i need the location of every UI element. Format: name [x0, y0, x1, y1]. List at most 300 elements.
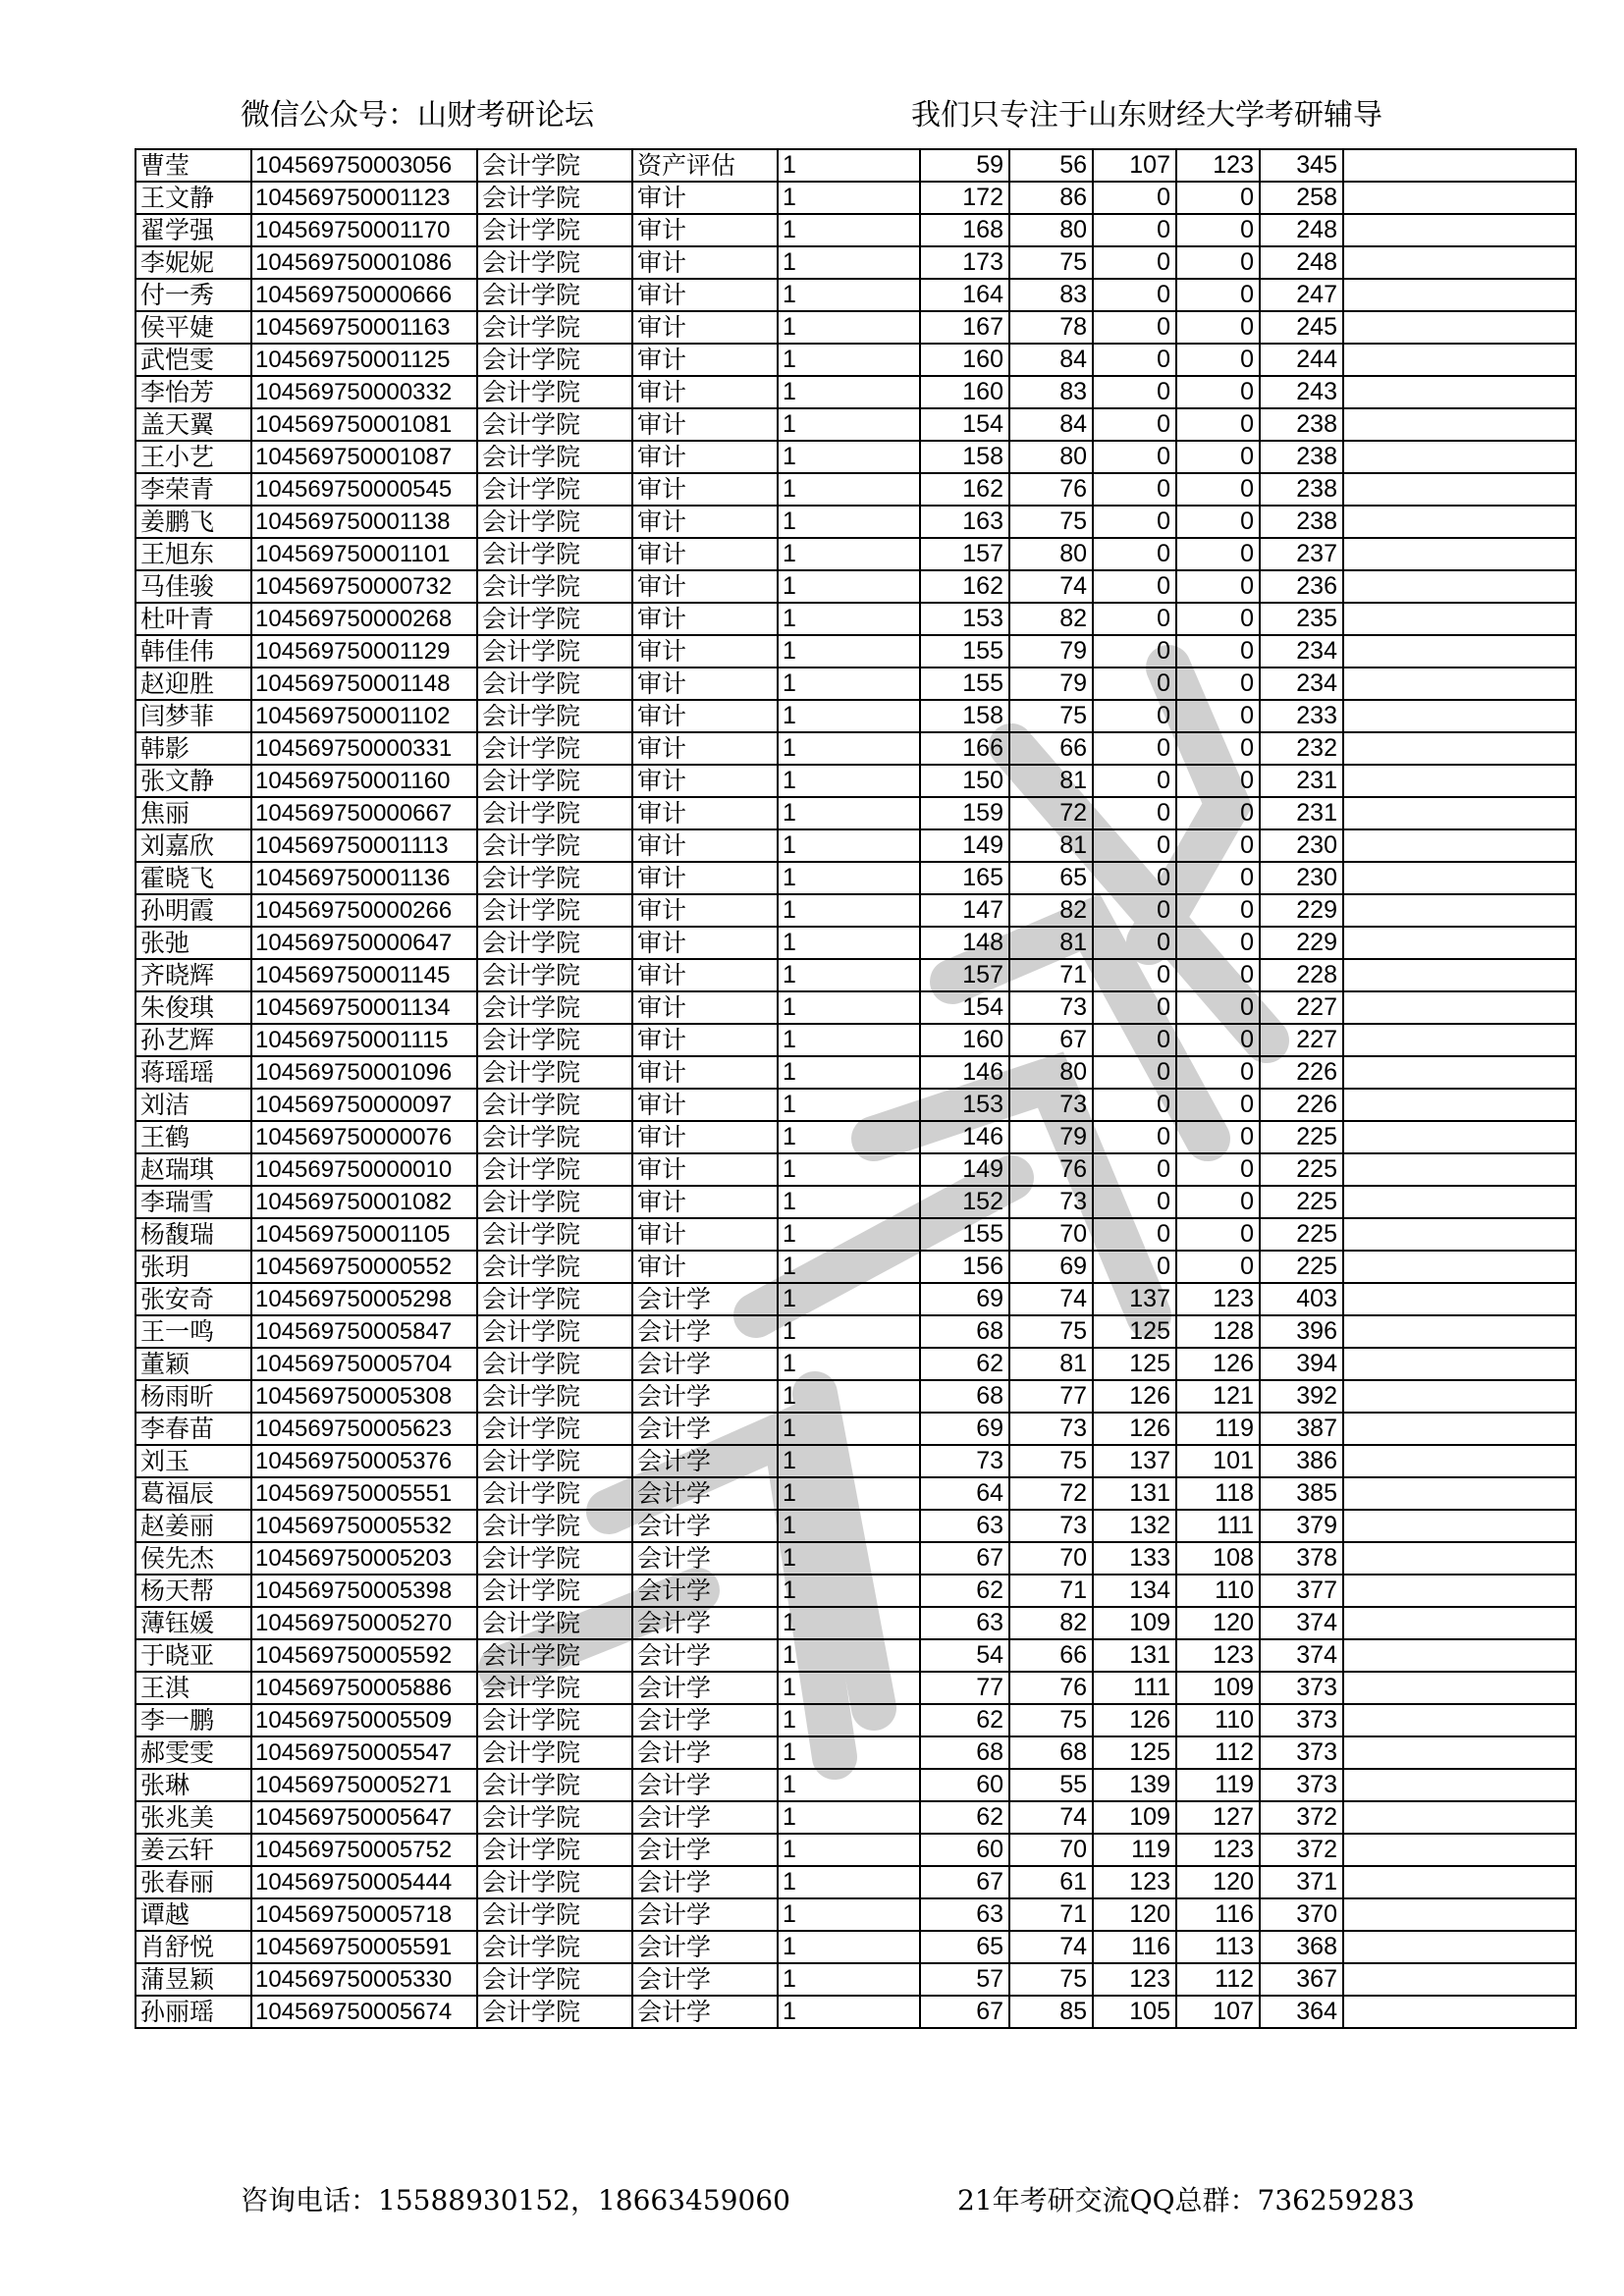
name-cell: 李妮妮 [135, 246, 251, 279]
politics-score-cell: 62 [920, 1348, 1009, 1380]
category-cell: 1 [778, 1510, 920, 1542]
course2-score-cell: 0 [1176, 1186, 1260, 1218]
total-score-cell: 403 [1260, 1283, 1343, 1315]
table-row [135, 1445, 1576, 1477]
course1-score-cell: 0 [1093, 506, 1176, 538]
college-cell: 会计学院 [477, 1996, 632, 2028]
major-cell: 会计学 [632, 1672, 778, 1704]
major-cell: 审计 [632, 473, 778, 506]
remark-cell [1343, 182, 1576, 214]
college-cell: 会计学院 [477, 182, 632, 214]
college-cell: 会计学院 [477, 1024, 632, 1056]
course1-score-cell: 0 [1093, 894, 1176, 927]
course1-score-cell: 0 [1093, 1218, 1176, 1251]
remark-cell [1343, 570, 1576, 603]
course2-score-cell: 0 [1176, 1153, 1260, 1186]
english-score-cell: 65 [1009, 862, 1093, 894]
english-score-cell: 75 [1009, 1445, 1093, 1477]
politics-score-cell: 67 [920, 1542, 1009, 1575]
course1-score-cell: 132 [1093, 1510, 1176, 1542]
exam-id-cell: 104569750001082 [251, 1186, 477, 1218]
remark-cell [1343, 829, 1576, 862]
politics-score-cell: 158 [920, 441, 1009, 473]
exam-id-cell: 104569750005444 [251, 1866, 477, 1898]
name-cell: 杨天帮 [135, 1575, 251, 1607]
english-score-cell: 73 [1009, 1413, 1093, 1445]
college-cell: 会计学院 [477, 344, 632, 376]
major-cell: 会计学 [632, 1542, 778, 1575]
remark-cell [1343, 1963, 1576, 1996]
exam-id-cell: 104569750001170 [251, 214, 477, 246]
remark-cell [1343, 862, 1576, 894]
category-cell: 1 [778, 1704, 920, 1736]
major-cell: 审计 [632, 1186, 778, 1218]
politics-score-cell: 68 [920, 1380, 1009, 1413]
remark-cell [1343, 603, 1576, 635]
name-cell: 王旭东 [135, 538, 251, 570]
course1-score-cell: 0 [1093, 1056, 1176, 1089]
category-cell: 1 [778, 344, 920, 376]
total-score-cell: 238 [1260, 473, 1343, 506]
exam-id-cell: 104569750000545 [251, 473, 477, 506]
table-row [135, 959, 1576, 991]
remark-cell [1343, 959, 1576, 991]
english-score-cell: 79 [1009, 635, 1093, 667]
exam-id-cell: 104569750001081 [251, 408, 477, 441]
course1-score-cell: 0 [1093, 570, 1176, 603]
course2-score-cell: 0 [1176, 700, 1260, 732]
politics-score-cell: 158 [920, 700, 1009, 732]
course2-score-cell: 110 [1176, 1704, 1260, 1736]
remark-cell [1343, 1089, 1576, 1121]
total-score-cell: 345 [1260, 149, 1343, 182]
politics-score-cell: 165 [920, 862, 1009, 894]
course2-score-cell: 0 [1176, 991, 1260, 1024]
course2-score-cell: 109 [1176, 1672, 1260, 1704]
course2-score-cell: 123 [1176, 1283, 1260, 1315]
course2-score-cell: 0 [1176, 570, 1260, 603]
course2-score-cell: 111 [1176, 1510, 1260, 1542]
english-score-cell: 75 [1009, 700, 1093, 732]
header-left-text: 微信公众号：山财考研论坛 [241, 98, 594, 133]
exam-id-cell: 104569750005592 [251, 1639, 477, 1672]
category-cell: 1 [778, 1153, 920, 1186]
category-cell: 1 [778, 408, 920, 441]
course1-score-cell: 0 [1093, 408, 1176, 441]
remark-cell [1343, 344, 1576, 376]
course2-score-cell: 121 [1176, 1380, 1260, 1413]
course1-score-cell: 0 [1093, 927, 1176, 959]
course2-score-cell: 0 [1176, 927, 1260, 959]
politics-score-cell: 62 [920, 1575, 1009, 1607]
name-cell: 郝雯雯 [135, 1736, 251, 1769]
course1-score-cell: 120 [1093, 1898, 1176, 1931]
exam-id-cell: 104569750005752 [251, 1834, 477, 1866]
category-cell: 1 [778, 246, 920, 279]
course1-score-cell: 109 [1093, 1607, 1176, 1639]
major-cell: 会计学 [632, 1866, 778, 1898]
name-cell: 王淇 [135, 1672, 251, 1704]
course2-score-cell: 0 [1176, 829, 1260, 862]
exam-id-cell: 104569750000666 [251, 279, 477, 311]
english-score-cell: 71 [1009, 1575, 1093, 1607]
english-score-cell: 72 [1009, 797, 1093, 829]
category-cell: 1 [778, 1348, 920, 1380]
name-cell: 刘玉 [135, 1445, 251, 1477]
course2-score-cell: 119 [1176, 1769, 1260, 1801]
total-score-cell: 234 [1260, 667, 1343, 700]
table-row [135, 635, 1576, 667]
course1-score-cell: 0 [1093, 1121, 1176, 1153]
politics-score-cell: 67 [920, 1996, 1009, 2028]
major-cell: 审计 [632, 894, 778, 927]
english-score-cell: 70 [1009, 1218, 1093, 1251]
total-score-cell: 374 [1260, 1639, 1343, 1672]
category-cell: 1 [778, 473, 920, 506]
exam-id-cell: 104569750001113 [251, 829, 477, 862]
major-cell: 会计学 [632, 1898, 778, 1931]
exam-id-cell: 104569750000097 [251, 1089, 477, 1121]
exam-id-cell: 104569750001105 [251, 1218, 477, 1251]
total-score-cell: 378 [1260, 1542, 1343, 1575]
major-cell: 会计学 [632, 1736, 778, 1769]
english-score-cell: 85 [1009, 1996, 1093, 2028]
total-score-cell: 226 [1260, 1089, 1343, 1121]
english-score-cell: 82 [1009, 1607, 1093, 1639]
category-cell: 1 [778, 1186, 920, 1218]
politics-score-cell: 154 [920, 991, 1009, 1024]
english-score-cell: 82 [1009, 894, 1093, 927]
politics-score-cell: 147 [920, 894, 1009, 927]
college-cell: 会计学院 [477, 246, 632, 279]
course1-score-cell: 0 [1093, 1186, 1176, 1218]
politics-score-cell: 149 [920, 1153, 1009, 1186]
category-cell: 1 [778, 667, 920, 700]
exam-id-cell: 104569750000331 [251, 732, 477, 765]
remark-cell [1343, 635, 1576, 667]
course1-score-cell: 139 [1093, 1769, 1176, 1801]
politics-score-cell: 77 [920, 1672, 1009, 1704]
english-score-cell: 80 [1009, 214, 1093, 246]
category-cell: 1 [778, 1024, 920, 1056]
total-score-cell: 228 [1260, 959, 1343, 991]
politics-score-cell: 60 [920, 1769, 1009, 1801]
english-score-cell: 81 [1009, 927, 1093, 959]
college-cell: 会计学院 [477, 1736, 632, 1769]
course2-score-cell: 0 [1176, 441, 1260, 473]
college-cell: 会计学院 [477, 506, 632, 538]
remark-cell [1343, 894, 1576, 927]
college-cell: 会计学院 [477, 1315, 632, 1348]
table-row [135, 1186, 1576, 1218]
name-cell: 齐晓辉 [135, 959, 251, 991]
politics-score-cell: 149 [920, 829, 1009, 862]
college-cell: 会计学院 [477, 1413, 632, 1445]
major-cell: 会计学 [632, 1348, 778, 1380]
major-cell: 会计学 [632, 1477, 778, 1510]
category-cell: 1 [778, 829, 920, 862]
category-cell: 1 [778, 376, 920, 408]
course2-score-cell: 116 [1176, 1898, 1260, 1931]
college-cell: 会计学院 [477, 1769, 632, 1801]
course2-score-cell: 0 [1176, 376, 1260, 408]
exam-id-cell: 104569750001134 [251, 991, 477, 1024]
total-score-cell: 236 [1260, 570, 1343, 603]
exam-id-cell: 104569750001160 [251, 765, 477, 797]
table-row [135, 1153, 1576, 1186]
course2-score-cell: 107 [1176, 1996, 1260, 2028]
name-cell: 付一秀 [135, 279, 251, 311]
table-row [135, 1639, 1576, 1672]
name-cell: 刘洁 [135, 1089, 251, 1121]
category-cell: 1 [778, 1445, 920, 1477]
table-row [135, 1218, 1576, 1251]
course2-score-cell: 123 [1176, 1639, 1260, 1672]
remark-cell [1343, 441, 1576, 473]
major-cell: 会计学 [632, 1607, 778, 1639]
category-cell: 1 [778, 149, 920, 182]
remark-cell [1343, 506, 1576, 538]
table-row [135, 732, 1576, 765]
major-cell: 审计 [632, 506, 778, 538]
table-row [135, 1931, 1576, 1963]
course1-score-cell: 109 [1093, 1801, 1176, 1834]
course2-score-cell: 0 [1176, 862, 1260, 894]
name-cell: 杜叶青 [135, 603, 251, 635]
table-row [135, 1866, 1576, 1898]
college-cell: 会计学院 [477, 1963, 632, 1996]
name-cell: 张文静 [135, 765, 251, 797]
course1-score-cell: 126 [1093, 1380, 1176, 1413]
total-score-cell: 368 [1260, 1931, 1343, 1963]
total-score-cell: 244 [1260, 344, 1343, 376]
total-score-cell: 371 [1260, 1866, 1343, 1898]
name-cell: 侯平婕 [135, 311, 251, 344]
major-cell: 审计 [632, 214, 778, 246]
table-row [135, 473, 1576, 506]
table-row [135, 311, 1576, 344]
remark-cell [1343, 732, 1576, 765]
politics-score-cell: 160 [920, 344, 1009, 376]
table-row [135, 1542, 1576, 1575]
header-right-text: 我们只专注于山东财经大学考研辅导 [911, 98, 1382, 133]
name-cell: 翟学强 [135, 214, 251, 246]
english-score-cell: 73 [1009, 1186, 1093, 1218]
name-cell: 曹莹 [135, 149, 251, 182]
total-score-cell: 226 [1260, 1056, 1343, 1089]
major-cell: 审计 [632, 700, 778, 732]
exam-id-cell: 104569750001145 [251, 959, 477, 991]
college-cell: 会计学院 [477, 700, 632, 732]
politics-score-cell: 73 [920, 1445, 1009, 1477]
politics-score-cell: 159 [920, 797, 1009, 829]
english-score-cell: 75 [1009, 506, 1093, 538]
course2-score-cell: 127 [1176, 1801, 1260, 1834]
exam-id-cell: 104569750005203 [251, 1542, 477, 1575]
remark-cell [1343, 1672, 1576, 1704]
major-cell: 资产评估 [632, 149, 778, 182]
course1-score-cell: 0 [1093, 473, 1176, 506]
remark-cell [1343, 1898, 1576, 1931]
total-score-cell: 379 [1260, 1510, 1343, 1542]
remark-cell [1343, 1931, 1576, 1963]
total-score-cell: 237 [1260, 538, 1343, 570]
name-cell: 蒲昱颖 [135, 1963, 251, 1996]
politics-score-cell: 157 [920, 538, 1009, 570]
total-score-cell: 396 [1260, 1315, 1343, 1348]
english-score-cell: 69 [1009, 1251, 1093, 1283]
politics-score-cell: 68 [920, 1736, 1009, 1769]
english-score-cell: 83 [1009, 279, 1093, 311]
category-cell: 1 [778, 441, 920, 473]
category-cell: 1 [778, 635, 920, 667]
english-score-cell: 68 [1009, 1736, 1093, 1769]
politics-score-cell: 146 [920, 1056, 1009, 1089]
name-cell: 李怡芳 [135, 376, 251, 408]
english-score-cell: 82 [1009, 603, 1093, 635]
college-cell: 会计学院 [477, 894, 632, 927]
total-score-cell: 373 [1260, 1736, 1343, 1769]
english-score-cell: 81 [1009, 829, 1093, 862]
category-cell: 1 [778, 797, 920, 829]
english-score-cell: 77 [1009, 1380, 1093, 1413]
course1-score-cell: 123 [1093, 1963, 1176, 1996]
course1-score-cell: 0 [1093, 1251, 1176, 1283]
course2-score-cell: 128 [1176, 1315, 1260, 1348]
category-cell: 1 [778, 1801, 920, 1834]
major-cell: 审计 [632, 246, 778, 279]
table-row [135, 506, 1576, 538]
table-row [135, 149, 1576, 182]
table-row [135, 1996, 1576, 2028]
major-cell: 审计 [632, 603, 778, 635]
remark-cell [1343, 1866, 1576, 1898]
english-score-cell: 75 [1009, 1963, 1093, 1996]
politics-score-cell: 60 [920, 1834, 1009, 1866]
remark-cell [1343, 1575, 1576, 1607]
category-cell: 1 [778, 1056, 920, 1089]
total-score-cell: 232 [1260, 732, 1343, 765]
category-cell: 1 [778, 570, 920, 603]
course2-score-cell: 0 [1176, 1121, 1260, 1153]
category-cell: 1 [778, 1736, 920, 1769]
exam-id-cell: 104569750001148 [251, 667, 477, 700]
name-cell: 韩影 [135, 732, 251, 765]
course1-score-cell: 0 [1093, 635, 1176, 667]
table-row [135, 1024, 1576, 1056]
college-cell: 会计学院 [477, 1283, 632, 1315]
course1-score-cell: 0 [1093, 214, 1176, 246]
course1-score-cell: 125 [1093, 1315, 1176, 1348]
politics-score-cell: 62 [920, 1801, 1009, 1834]
english-score-cell: 80 [1009, 1056, 1093, 1089]
category-cell: 1 [778, 1575, 920, 1607]
course2-score-cell: 113 [1176, 1931, 1260, 1963]
politics-score-cell: 65 [920, 1931, 1009, 1963]
remark-cell [1343, 246, 1576, 279]
name-cell: 赵姜丽 [135, 1510, 251, 1542]
english-score-cell: 76 [1009, 473, 1093, 506]
total-score-cell: 225 [1260, 1121, 1343, 1153]
name-cell: 王小艺 [135, 441, 251, 473]
footer-left-text: 咨询电话：15588930152，18663459060 [241, 2184, 790, 2216]
remark-cell [1343, 765, 1576, 797]
remark-cell [1343, 1834, 1576, 1866]
politics-score-cell: 153 [920, 1089, 1009, 1121]
major-cell: 审计 [632, 538, 778, 570]
table-row [135, 1121, 1576, 1153]
exam-id-cell: 104569750001101 [251, 538, 477, 570]
total-score-cell: 229 [1260, 927, 1343, 959]
category-cell: 1 [778, 1607, 920, 1639]
table-row [135, 182, 1576, 214]
exam-id-cell: 104569750000076 [251, 1121, 477, 1153]
category-cell: 1 [778, 1931, 920, 1963]
politics-score-cell: 69 [920, 1413, 1009, 1445]
politics-score-cell: 64 [920, 1477, 1009, 1510]
table-row [135, 279, 1576, 311]
remark-cell [1343, 1283, 1576, 1315]
remark-cell [1343, 1413, 1576, 1445]
college-cell: 会计学院 [477, 1898, 632, 1931]
total-score-cell: 377 [1260, 1575, 1343, 1607]
english-score-cell: 66 [1009, 1639, 1093, 1672]
english-score-cell: 81 [1009, 1348, 1093, 1380]
politics-score-cell: 153 [920, 603, 1009, 635]
total-score-cell: 374 [1260, 1607, 1343, 1639]
remark-cell [1343, 1704, 1576, 1736]
english-score-cell: 73 [1009, 1089, 1093, 1121]
exam-id-cell: 104569750001115 [251, 1024, 477, 1056]
category-cell: 1 [778, 1251, 920, 1283]
exam-id-cell: 104569750005298 [251, 1283, 477, 1315]
major-cell: 会计学 [632, 1963, 778, 1996]
total-score-cell: 238 [1260, 506, 1343, 538]
remark-cell [1343, 1607, 1576, 1639]
course2-score-cell: 0 [1176, 279, 1260, 311]
major-cell: 会计学 [632, 1445, 778, 1477]
politics-score-cell: 63 [920, 1607, 1009, 1639]
table-row [135, 667, 1576, 700]
english-score-cell: 80 [1009, 441, 1093, 473]
exam-id-cell: 104569750000647 [251, 927, 477, 959]
name-cell: 姜云轩 [135, 1834, 251, 1866]
exam-id-cell: 104569750005623 [251, 1413, 477, 1445]
english-score-cell: 56 [1009, 149, 1093, 182]
remark-cell [1343, 1801, 1576, 1834]
politics-score-cell: 172 [920, 182, 1009, 214]
remark-cell [1343, 1218, 1576, 1251]
major-cell: 审计 [632, 927, 778, 959]
course1-score-cell: 0 [1093, 376, 1176, 408]
table-row [135, 1898, 1576, 1931]
exam-id-cell: 104569750005509 [251, 1704, 477, 1736]
remark-cell [1343, 1186, 1576, 1218]
course1-score-cell: 133 [1093, 1542, 1176, 1575]
course2-score-cell: 112 [1176, 1963, 1260, 1996]
politics-score-cell: 157 [920, 959, 1009, 991]
politics-score-cell: 155 [920, 635, 1009, 667]
category-cell: 1 [778, 1769, 920, 1801]
course1-score-cell: 125 [1093, 1736, 1176, 1769]
course1-score-cell: 126 [1093, 1704, 1176, 1736]
exam-id-cell: 104569750005398 [251, 1575, 477, 1607]
name-cell: 朱俊琪 [135, 991, 251, 1024]
politics-score-cell: 163 [920, 506, 1009, 538]
course1-score-cell: 116 [1093, 1931, 1176, 1963]
course1-score-cell: 125 [1093, 1348, 1176, 1380]
exam-id-cell: 104569750000732 [251, 570, 477, 603]
